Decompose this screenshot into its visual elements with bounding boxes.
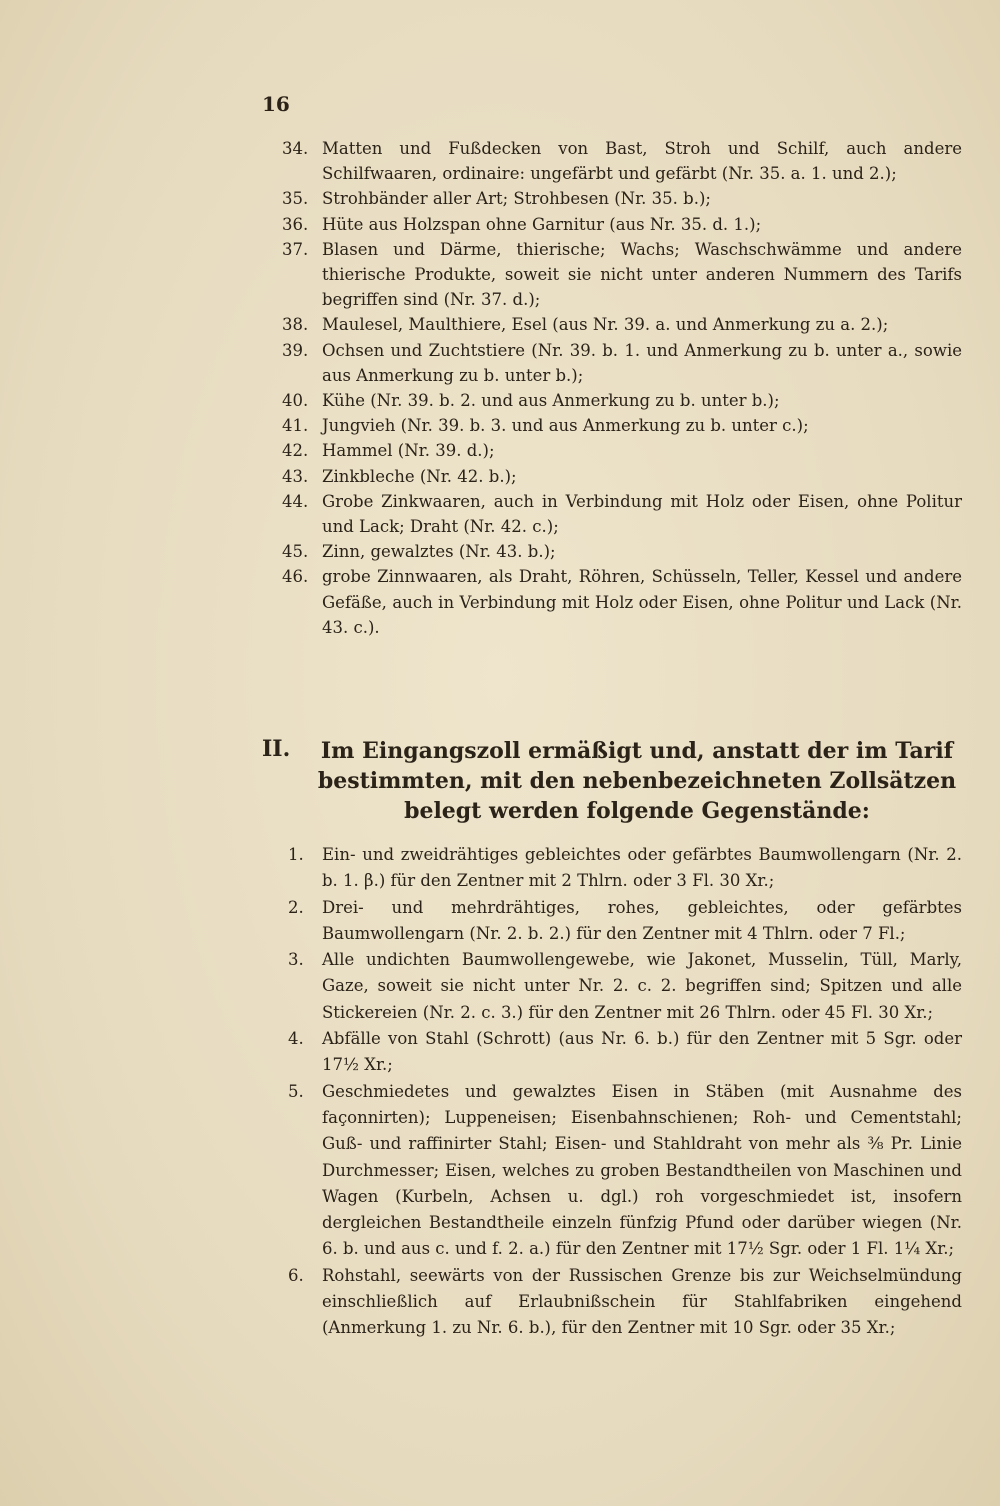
- section-number: II.: [262, 736, 291, 762]
- item-text: Blasen und Därme, thierische; Wachs; Waschschwämme und andere thierische Produkte, soweit sie nicht unter anderen Nummern des Tarifs begriffen sind (Nr. 37. d.);: [322, 239, 962, 310]
- item-text: Jungvieh (Nr. 39. b. 3. und aus Anmerkung zu b. unter c.);: [322, 416, 809, 436]
- item-number: 40.: [282, 391, 309, 411]
- list-item: [282, 136, 962, 186]
- item-text: Geschmiedetes und gewalztes Eisen in Stäben (mit Ausnahme des façonnirten); Luppeneisen; Eisenbahnschienen; Roh- und Cementstahl; Guß- und raffinirter Stahl; Eisen- und Stahldraht von mehr als ⅜ Pr. Linie Durchmesser; Eisen, welches zu groben Bestandtheilen von Maschinen und Wagen (Kurbeln, Achsen u. dgl.) roh vorgeschmiedet ist, insofern dergleichen Bestandtheile einzeln fünfzig Pfund oder darüber wiegen (Nr. 6. b. und aus c. und f. 2. a.) für den Zentner mit 17½ Sgr. oder 1 Fl. 1¼ Xr.;: [322, 1081, 962, 1259]
- item-text: Rohstahl, seewärts von der Russischen Grenze bis zur Weichselmündung einschließlich auf Erlaubnißschein für Stahlfabriken eingehend (Anmerkung 1. zu Nr. 6. b.), für den Zentner mit 10 Sgr. oder 35 Xr.;: [322, 1265, 962, 1338]
- item-number: 38.: [282, 315, 309, 335]
- item-number: 39.: [282, 340, 309, 360]
- item-number: 43.: [282, 466, 309, 486]
- item-text: Strohbänder aller Art; Strohbesen (Nr. 35. b.);: [322, 189, 711, 209]
- item-text: Drei- und mehrdrähtiges, rohes, gebleichtes, oder gefärbtes Baumwollengarn (Nr. 2. b. 2.) für den Zentner mit 4 Thlrn. oder 7 Fl.;: [322, 897, 962, 943]
- list-item: [282, 1026, 962, 1079]
- item-text: Zinkbleche (Nr. 42. b.);: [322, 466, 517, 486]
- list-item: [282, 895, 962, 948]
- item-number: 6.: [288, 1265, 304, 1285]
- item-number: 37.: [282, 239, 309, 259]
- list-item: [282, 438, 962, 463]
- item-number: 3.: [288, 950, 304, 970]
- item-number: 34.: [282, 139, 309, 158]
- list-item: [282, 564, 962, 640]
- item-text: Alle undichten Baumwollengewebe, wie Jakonet, Musselin, Tüll, Marly, Gaze, soweit sie nicht unter Nr. 2. c. 2. begriffen sind; Spitzen und alle Stickereien (Nr. 2. c. 3.) für den Zentner mit 26 Thlrn. oder 45 Fl. 30 Xr.;: [322, 950, 962, 1022]
- list-item: [282, 212, 962, 237]
- item-number: 2.: [288, 897, 304, 917]
- item-number: 1.: [288, 845, 304, 864]
- item-number: 44.: [282, 491, 309, 511]
- item-number: 45.: [282, 542, 309, 562]
- list-item: [282, 1079, 962, 1263]
- section-heading: Im Eingangszoll ermäßigt und, anstatt der im Tarif bestimmten, mit den nebenbezeichneten Zollsätzen belegt werden folgende Gegenstände:: [317, 738, 957, 824]
- item-text: Abfälle von Stahl (Schrott) (aus Nr. 6. b.) für den Zentner mit 5 Sgr. oder 17½ Xr.;: [322, 1029, 962, 1075]
- list-item: [282, 413, 962, 438]
- list-item: [282, 464, 962, 489]
- item-text: Hammel (Nr. 39. d.);: [322, 441, 495, 461]
- list-item: [282, 947, 962, 1026]
- list-item: [282, 539, 962, 564]
- item-number: 35.: [282, 189, 309, 209]
- item-number: 5.: [288, 1081, 304, 1101]
- item-number: 42.: [282, 441, 309, 461]
- item-number: 41.: [282, 416, 309, 436]
- item-number: 4.: [288, 1029, 304, 1049]
- item-text: Zinn, gewalztes (Nr. 43. b.);: [322, 542, 556, 562]
- item-text: Maulesel, Maulthiere, Esel (aus Nr. 39. a. und Anmerkung zu a. 2.);: [322, 315, 889, 335]
- item-number: 36.: [282, 214, 309, 234]
- tariff-list-part-1: [282, 136, 962, 640]
- section-heading-block: [262, 736, 962, 826]
- item-text: grobe Zinnwaaren, als Draht, Röhren, Schüsseln, Teller, Kessel und andere Gefäße, auch in Verbindung mit Holz oder Eisen, ohne Politur und Lack (Nr. 43. c.).: [322, 567, 962, 637]
- list-item: [282, 186, 962, 211]
- item-text: Hüte aus Holzspan ohne Garnitur (aus Nr. 35. d. 1.);: [322, 214, 762, 234]
- item-text: Ein- und zweidrähtiges gebleichtes oder gefärbtes Baumwollengarn (Nr. 2. b. 1. β.) für den Zentner mit 2 Thlrn. oder 3 Fl. 30 Xr.;: [322, 845, 962, 891]
- list-item: [282, 489, 962, 539]
- item-text: Grobe Zinkwaaren, auch in Verbindung mit Holz oder Eisen, ohne Politur und Lack; Draht (Nr. 42. c.);: [322, 491, 962, 537]
- item-text: Matten und Fußdecken von Bast, Stroh und Schilf, auch andere Schilfwaaren, ordinaire: ungefärbt und gefärbt (Nr. 35. a. 1. und 2.);: [322, 139, 962, 184]
- page-number: 16: [262, 92, 290, 116]
- tariff-list-part-2: [282, 842, 962, 1342]
- list-item: [282, 338, 962, 388]
- item-text: Ochsen und Zuchtstiere (Nr. 39. b. 1. und Anmerkung zu b. unter a., sowie aus Anmerkung zu b. unter b.);: [322, 340, 962, 385]
- list-item: [282, 237, 962, 313]
- list-item: [282, 312, 962, 337]
- item-number: 46.: [282, 567, 309, 587]
- list-item: [282, 388, 962, 413]
- list-item: [282, 1263, 962, 1342]
- item-text: Kühe (Nr. 39. b. 2. und aus Anmerkung zu b. unter b.);: [322, 391, 780, 411]
- list-item: [282, 842, 962, 895]
